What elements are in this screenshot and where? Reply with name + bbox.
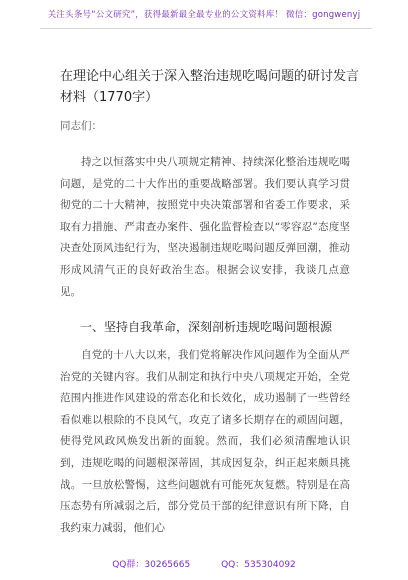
header-divider	[40, 28, 372, 29]
paragraph-section-one: 自党的十八大以来，我们党将解决作风问题作为全面从严治党的关键内容。我们从制定和执行中央八项规定开始，全党范围内推进作风建设的常态化和长效化，成功遏制了一些曾经看似难以根除的不良风气，攻克了诸多长期存在的顽固问题，使得党风政风焕发出新的面貌。然而，我们必须清醒地认识到，违规吃喝的问题根深蒂固，其成因复杂，纠正起来颇具挑战。一旦放松警惕，这些问题就有可能死灰复燃。特别是在高压态势有所减弱之后，部分党员干部的纪律意识有所下降，自我约束力减弱，他们心	[60, 349, 350, 534]
document-title: 在理论中心组关于深入整治违规吃喝问题的研讨发言材料（1770字）	[60, 69, 360, 105]
watermark-header: 关注头条号“公文研究”，获得最新最全最专业的公文资料库！ 微信：gongwenyj	[47, 10, 361, 20]
footer-qq: QQ：535304092	[221, 560, 296, 570]
paragraph-intro: 持之以恒落实中央八项规定精神、持续深化整治违规吃喝问题，是党的二十大作出的重要战略部署。我们要认真学习贯彻党的二十大精神，按照党中央决策部署和省委工作要求，采取有力措施、严肃查办案件、强化监督检查以“零容忍”态度坚决查处顶风违纪行为，坚决遏制违规吃喝问题反弹回潮，推动形成风清气正的良好政治生态。根据会议安排，我谈几点意见。	[60, 156, 350, 298]
section-heading: 一、坚持自我革命，深刻剖析违规吃喝问题根源	[80, 320, 333, 334]
salutation: 同志们：	[60, 120, 102, 132]
footer-contact	[0, 557, 408, 570]
footer-qq-group: QQ群：30265665	[112, 560, 191, 570]
